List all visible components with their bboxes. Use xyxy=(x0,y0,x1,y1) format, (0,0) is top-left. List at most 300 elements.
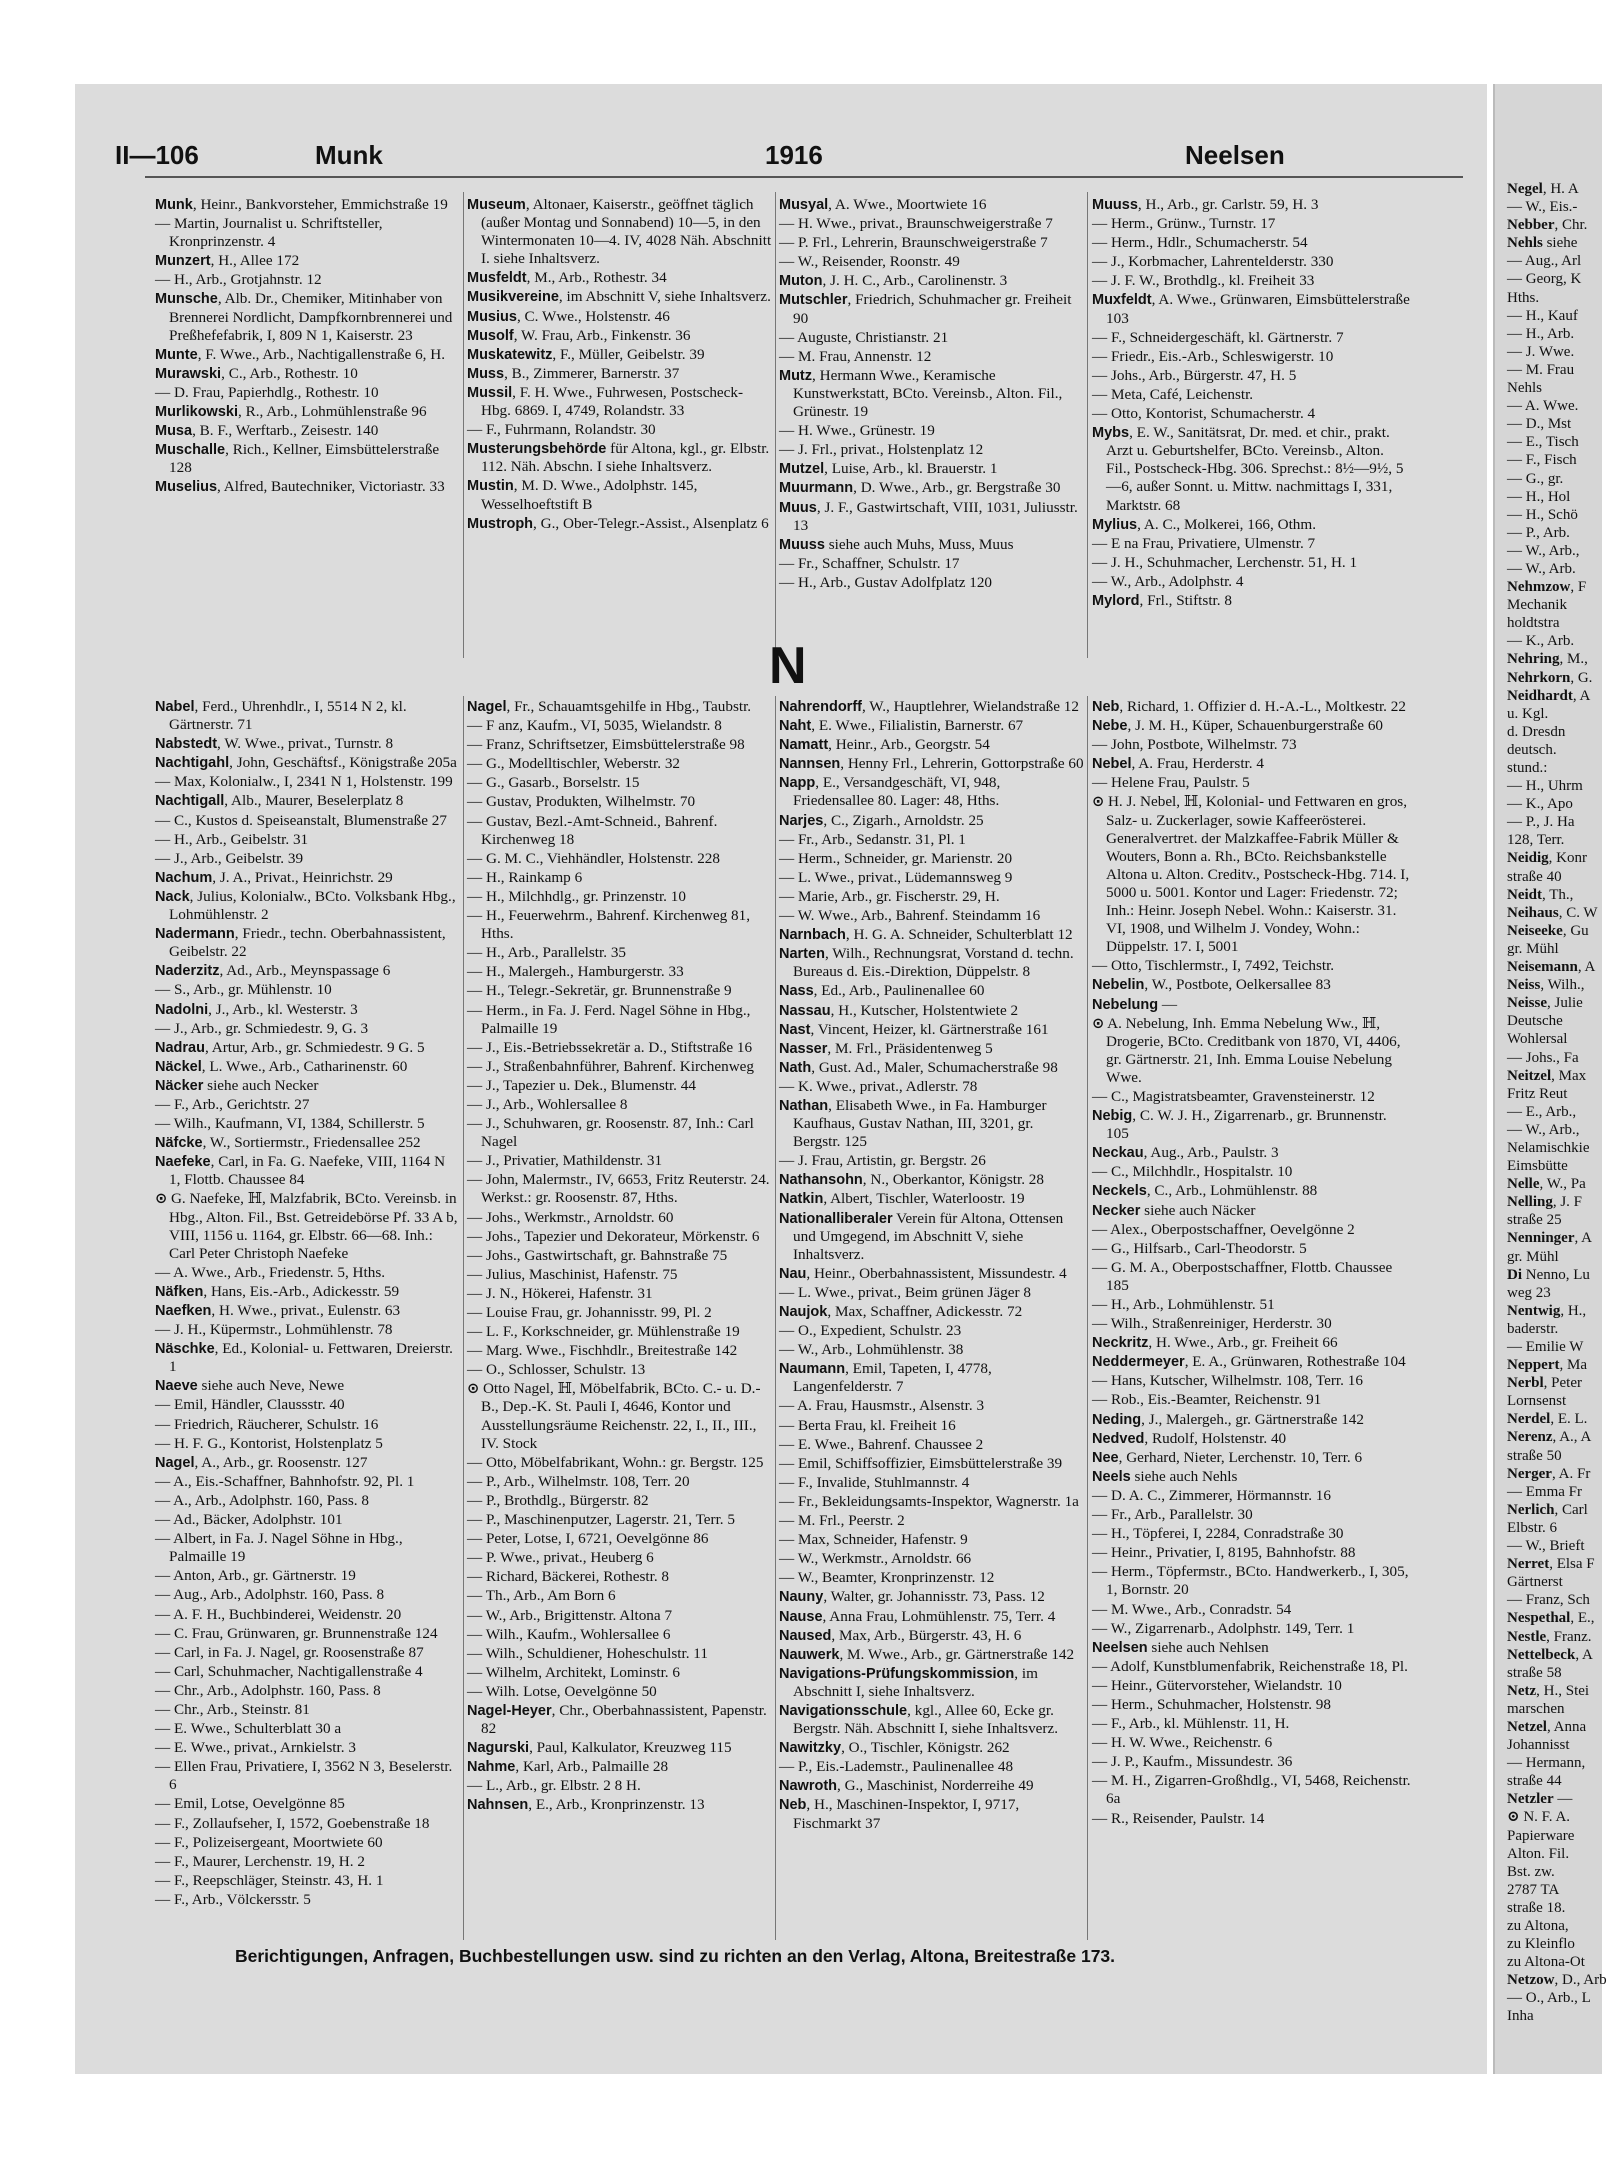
directory-entry: Neisemann, A xyxy=(1507,959,1596,976)
directory-entry: — W., Eis.- xyxy=(1507,199,1578,216)
directory-entry: Mechanik xyxy=(1507,597,1567,614)
directory-entry: Mustin, M. D. Wwe., Adolphstr. 145, Wesselhoeftstift B xyxy=(467,477,698,513)
directory-entry: — C., Kustos d. Speiseanstalt, Blumenstraße 27 xyxy=(155,811,447,829)
directory-entry: Nestle, Franz. xyxy=(1507,1628,1592,1645)
directory-entry: — E. Wwe., Bahrenf. Chaussee 2 xyxy=(779,1435,984,1453)
directory-entry: Musa, B. F., Werftarb., Zeisestr. 140 xyxy=(155,422,379,440)
directory-entry: Nerbl, Peter xyxy=(1507,1375,1582,1392)
directory-entry: straße 18. xyxy=(1507,1899,1566,1916)
directory-entry: Neels siehe auch Nehls xyxy=(1092,1467,1238,1485)
directory-entry: — H., Telegr.-Sekretär, gr. Brunnenstraße 9 xyxy=(467,982,732,1000)
directory-entry: — H. Wwe., privat., Braunschweigerstraße 7 xyxy=(779,215,1053,233)
directory-entry: — Fr., Schaffner, Schulstr. 17 xyxy=(779,554,960,572)
directory-entry: — P., J. Ha xyxy=(1507,814,1575,831)
directory-entry: — Fr., Arb., Parallelstr. 30 xyxy=(1092,1506,1253,1524)
directory-entry: Nast, Vincent, Heizer, kl. Gärtnerstraße 161 xyxy=(779,1020,1049,1038)
directory-entry: Natkin, Albert, Tischler, Waterloostr. 19 xyxy=(779,1190,1025,1208)
directory-entry: Naderzitz, Ad., Arb., Meynspassage 6 xyxy=(155,962,391,980)
directory-entry: 2787 TA xyxy=(1507,1881,1560,1898)
directory-entry: — H., Arb., Geibelstr. 31 xyxy=(155,830,309,848)
directory-entry: — Helene Frau, Paulstr. 5 xyxy=(1092,774,1250,792)
directory-entry: — Franz, Sch xyxy=(1507,1592,1590,1609)
directory-entry: — M. Wwe., Arb., Conradstr. 54 xyxy=(1092,1600,1292,1618)
directory-entry: Di Nenno, Lu xyxy=(1507,1266,1590,1283)
directory-entry: — H., Kauf xyxy=(1507,307,1578,324)
directory-entry: Nagurski, Paul, Kalkulator, Kreuzweg 115 xyxy=(467,1739,732,1757)
directory-entry: Nehls siehe xyxy=(1507,235,1578,252)
directory-entry: holdtstra xyxy=(1507,615,1560,632)
directory-entry: — Heinr., Privatier, I, 8195, Bahnhofstr. 88 xyxy=(1092,1544,1356,1562)
directory-entry: Nerger, A. Fr xyxy=(1507,1465,1591,1482)
directory-entry: — H. F. G., Kontorist, Holstenplatz 5 xyxy=(155,1434,383,1452)
directory-entry: — Carl, Schuhmacher, Nachtigallenstraße 4 xyxy=(155,1662,423,1680)
directory-entry: Nehmzow, F xyxy=(1507,579,1587,596)
directory-entry: Nathansohn, N., Oberkantor, Königstr. 28 xyxy=(779,1171,1044,1189)
directory-entry: — Herm., Töpfermstr., BCto. Handwerkerb., I, 305, 1, Bornstr. 20 xyxy=(1092,1563,1409,1599)
directory-entry: Nerlich, Carl xyxy=(1507,1501,1588,1518)
directory-entry: Naumann, Emil, Tapeten, I, 4778, Langenfelderstr. 7 xyxy=(779,1360,992,1396)
directory-entry: Nebelung — xyxy=(1092,995,1178,1013)
directory-entry: Nathan, Elisabeth Wwe., in Fa. Hamburger Kaufhaus, Gustav Nathan, III, 3201, gr. Bergstr. 125 xyxy=(779,1096,1047,1151)
directory-entry: — J. N., Hökerei, Hafenstr. 31 xyxy=(467,1284,653,1302)
directory-entry: Nettelbeck, A xyxy=(1507,1646,1593,1663)
directory-entry: Nedved, Rudolf, Holstenstr. 40 xyxy=(1092,1429,1287,1447)
directory-entry: — Heinr., Gütervorsteher, Wielandstr. 10 xyxy=(1092,1676,1342,1694)
directory-entry: — K., Apo xyxy=(1507,796,1573,813)
directory-entry: Naefken, H. Wwe., privat., Eulenstr. 63 xyxy=(155,1302,401,1319)
directory-entry: — F., Fisch xyxy=(1507,452,1577,469)
directory-entry: — Otto, Kontorist, Schumacherstr. 4 xyxy=(1092,405,1316,423)
directory-entry: — D. A. C., Zimmerer, Hörmannstr. 16 xyxy=(1092,1486,1331,1504)
directory-entry: ⊙ N. F. A. xyxy=(1507,1809,1571,1826)
directory-entry: Nespethal, E., xyxy=(1507,1610,1595,1627)
directory-entry: Nationalliberaler Verein für Altona, Ottensen und Umgegend, im Abschnitt V, siehe Inhaltsverz. xyxy=(779,1209,1064,1263)
directory-entry: — F., Zollaufseher, I, 1572, Goebenstraße 18 xyxy=(155,1814,430,1832)
directory-entry: weg 23 xyxy=(1507,1284,1551,1301)
directory-entry: Negel, H. A xyxy=(1507,181,1579,197)
directory-entry: — Louise Frau, gr. Johannisstr. 99, Pl. 2 xyxy=(467,1304,712,1321)
directory-entry: — P., Eis.-Lademstr., Paulinenallee 48 xyxy=(779,1758,1014,1776)
directory-entry: — F., Fuhrmann, Rolandstr. 30 xyxy=(467,421,656,439)
directory-entry: — C. Frau, Grünwaren, gr. Brunnenstraße 124 xyxy=(155,1624,438,1642)
directory-entry: Nagel-Heyer, Chr., Oberbahnassistent, Papenstr. 82 xyxy=(467,1701,767,1738)
directory-entry: — H., Schö xyxy=(1507,506,1578,523)
directory-entry: Muus, J. F., Gastwirtschaft, VIII, 1031, Juliusstr. 13 xyxy=(779,498,1078,534)
column-top-3 xyxy=(779,196,1084,656)
directory-entry: Näckel, L. Wwe., Arb., Catharinenstr. 60 xyxy=(155,1057,408,1075)
page-reference: II—106 xyxy=(115,140,199,170)
directory-entry: — Gustav, Bezl.-Amt-Schneid., Bahrenf. Kirchenweg 18 xyxy=(467,812,718,848)
column-bottom-3 xyxy=(779,698,1084,1936)
directory-entry: Nelle, W., Pa xyxy=(1507,1176,1586,1193)
directory-entry: — Wilh., Straßenreiniger, Herderstr. 30 xyxy=(1092,1315,1332,1333)
directory-entry: — S., Arb., gr. Mühlenstr. 10 xyxy=(155,981,332,999)
directory-entry: — E., Arb., xyxy=(1507,1103,1577,1120)
directory-entry: — G. M. C., Viehhändler, Holstenstr. 228 xyxy=(467,849,720,867)
directory-entry: — Auguste, Christianstr. 21 xyxy=(779,328,949,346)
directory-entry: — H. W. Wwe., Reichenstr. 6 xyxy=(1092,1734,1273,1752)
directory-entry: Nau, Heinr., Oberbahnassistent, Missundestr. 4 xyxy=(779,1264,1067,1282)
directory-entry: — Adolf, Kunstblumenfabrik, Reichenstraße 18, Pl. xyxy=(1092,1657,1408,1675)
directory-entry: — G. M. A., Oberpostschaffner, Flottb. Chaussee 185 xyxy=(1092,1258,1393,1294)
directory-entry: — Wilhelm, Architekt, Lominstr. 6 xyxy=(467,1663,680,1681)
directory-entry: Narjes, C., Zigarh., Arnoldstr. 25 xyxy=(779,811,984,829)
directory-entry: Narnbach, H. G. A. Schneider, Schulterblatt 12 xyxy=(779,926,1073,944)
directory-entry: — F., Invalide, Stuhlmannstr. 4 xyxy=(779,1473,970,1491)
directory-entry: Musterungsbehörde für Altona, kgl., gr. Elbstr. 112. Näh. Abschn. I siehe Inhaltsverz. xyxy=(467,440,770,476)
directory-entry: Mustroph, G., Ober-Telegr.-Assist., Alsenplatz 6 xyxy=(467,514,769,532)
directory-entry: Mutz, Hermann Wwe., Keramische Kunstwerkstatt, BCto. Vereinsb., Alton. Fil., Grünestr. 19 xyxy=(779,366,1063,421)
directory-entry: Nath, Gust. Ad., Maler, Schumacherstraße 98 xyxy=(779,1058,1058,1076)
directory-entry: Nabstedt, W. Wwe., privat., Turnstr. 8 xyxy=(155,735,394,753)
directory-entry: — P. Frl., Lehrerin, Braunschweigerstraße 7 xyxy=(779,234,1048,252)
directory-entry: Museum, Altonaer, Kaiserstr., geöffnet täglich (außer Montag und Sonnabend) 10—5, in den Wintermonaten 10—4. IV, 4028 Näh. Abschnitt I. siehe Inhaltsverz. xyxy=(467,196,772,268)
directory-entry: Nause, Anna Frau, Lohmühlenstr. 75, Terr. 4 xyxy=(779,1607,1056,1625)
directory-entry: — E. Wwe., Schulterblatt 30 a xyxy=(155,1720,342,1738)
directory-entry: Nehring, M., xyxy=(1507,651,1588,668)
directory-entry: Neihaus, C. W xyxy=(1507,904,1598,921)
directory-entry: Nerdel, E. L. xyxy=(1507,1411,1588,1428)
directory-entry: Nass, Ed., Arb., Paulinenallee 60 xyxy=(779,982,985,1000)
directory-entry: Mybs, E. W., Sanitätsrat, Dr. med. et chir., prakt. Arzt u. Geburtshelfer, BCto. Vereinsb., Alton. Fil., Postscheck-Hbg. 306. Sprechst.: 8½—9½, 5—6, außer Sonnt. u. Mittw. nachmittags I, 331, Marktstr. 68 xyxy=(1092,424,1404,514)
directory-entry: Nachum, J. A., Privat., Heinrichstr. 29 xyxy=(155,868,393,886)
directory-entry: — A., Arb., Adolphstr. 160, Pass. 8 xyxy=(155,1491,369,1509)
directory-entry: d. Dresdn xyxy=(1507,723,1566,740)
directory-entry: Nassau, H., Kutscher, Holstentwiete 2 xyxy=(779,1001,1019,1019)
directory-entry: — D. Frau, Papierhdlg., Rothestr. 10 xyxy=(155,383,379,401)
directory-entry: Necker siehe auch Näcker xyxy=(1092,1201,1256,1219)
directory-entry: — Meta, Café, Leichenstr. xyxy=(1092,385,1254,403)
page-footer: Berichtigungen, Anfragen, Buchbestellungen usw. sind zu richten an den Verlag, Altona, Breitestraße 173. xyxy=(235,1946,1116,1966)
directory-entry: — H., Rainkamp 6 xyxy=(467,868,583,886)
directory-entry: — C., Magistratsbeamter, Gravensteinerstr. 12 xyxy=(1092,1087,1375,1105)
directory-entry: Mussil, F. H. Wwe., Fuhrwesen, Postscheck-Hbg. 6869. I, 4749, Rolandstr. 33 xyxy=(467,383,744,420)
directory-entry: — H., Hol xyxy=(1507,488,1571,505)
directory-entry: Munzert, H., Allee 172 xyxy=(155,252,300,270)
directory-entry: Muton, J. H. C., Arb., Carolinenstr. 3 xyxy=(779,272,1008,290)
directory-entry: Papierware xyxy=(1507,1827,1575,1844)
directory-entry: Nebe, J. M. H., Küper, Schauenburgerstraße 60 xyxy=(1092,717,1384,735)
directory-entry: — P., Arb., Wilhelmstr. 108, Terr. 20 xyxy=(467,1472,690,1490)
column-top-1 xyxy=(155,196,460,656)
directory-entry: — M. Frau xyxy=(1507,361,1575,378)
directory-entry: — E., Tisch xyxy=(1507,434,1579,451)
column-top-2 xyxy=(467,196,772,656)
directory-entry: — Anton, Arb., gr. Gärtnerstr. 19 xyxy=(155,1567,356,1585)
directory-entry: — Wilh., Schuldiener, Hoheschulstr. 11 xyxy=(467,1644,708,1662)
section-letter: N xyxy=(769,637,807,695)
directory-entry: Muselius, Alfred, Bautechniker, Victoriastr. 33 xyxy=(155,478,445,496)
directory-entry: Neidt, Th., xyxy=(1507,886,1574,903)
directory-entry: — Emilie W xyxy=(1507,1339,1584,1355)
directory-entry: gr. Mühl xyxy=(1507,940,1559,957)
directory-entry: Nelamischkie xyxy=(1507,1139,1590,1156)
directory-entry: Nebber, Chr. xyxy=(1507,217,1588,234)
header-right-name: Neelsen xyxy=(1185,140,1285,170)
directory-entry: Nehls xyxy=(1507,380,1542,397)
directory-entry: — F., Reepschläger, Steinstr. 43, H. 1 xyxy=(155,1871,384,1889)
directory-entry: — Fr., Bekleidungsamts-Inspektor, Wagnerstr. 1a xyxy=(779,1492,1079,1510)
directory-entry: — Rob., Eis.-Beamter, Reichenstr. 91 xyxy=(1092,1391,1322,1409)
directory-entry: Nasser, M. Frl., Präsidentenweg 5 xyxy=(779,1039,993,1057)
directory-entry: Nehrkorn, G. xyxy=(1507,669,1593,686)
directory-entry: Nebelin, W., Postbote, Oelkersallee 83 xyxy=(1092,976,1331,994)
directory-entry: — E na Frau, Privatiere, Ulmenstr. 7 xyxy=(1092,534,1316,552)
directory-entry: Nagel, A., Arb., gr. Roosenstr. 127 xyxy=(155,1453,368,1471)
directory-entry: Muurmann, D. Wwe., Arb., gr. Bergstraße 30 xyxy=(779,479,1061,497)
directory-entry: Neckau, Aug., Arb., Paulstr. 3 xyxy=(1092,1144,1279,1162)
directory-entry: Mutzel, Luise, Arb., kl. Brauerstr. 1 xyxy=(779,460,998,478)
directory-entry: Eimsbütte xyxy=(1507,1158,1568,1175)
directory-entry: — Max, Schneider, Hafenstr. 9 xyxy=(779,1531,968,1549)
directory-entry: — Fr., Arb., Sedanstr. 31, Pl. 1 xyxy=(779,830,966,848)
directory-entry: — Albert, in Fa. J. Nagel Söhne in Hbg., Palmaille 19 xyxy=(155,1530,403,1566)
directory-entry: — Chr., Arb., Steinstr. 81 xyxy=(155,1700,310,1718)
directory-entry: — Alex., Oberpostschaffner, Oevelgönne 2 xyxy=(1092,1220,1355,1238)
directory-entry: Näfcke, W., Sortiermstr., Friedensallee 252 xyxy=(155,1134,421,1152)
column-divider xyxy=(463,192,464,658)
directory-entry: Navigationsschule, kgl., Allee 60, Ecke gr. Bergstr. Näh. Abschnitt I, siehe Inhaltsverz. xyxy=(779,1701,1059,1738)
directory-entry: — M. Frau, Annenstr. 12 xyxy=(779,347,932,365)
directory-entry: — G., Modelltischler, Weberstr. 32 xyxy=(467,755,681,773)
directory-entry: — G., Hilfsarb., Carl-Theodorstr. 5 xyxy=(1092,1239,1307,1257)
directory-entry: — A., Eis.-Schaffner, Bahnhofstr. 92, Pl. 1 xyxy=(155,1472,415,1490)
directory-entry: — W., Beamter, Kronprinzenstr. 12 xyxy=(779,1569,995,1587)
directory-entry: — Friedr., Eis.-Arb., Schleswigerstr. 10 xyxy=(1092,347,1334,365)
directory-entry: Neiss, Wilh., xyxy=(1507,977,1585,994)
directory-entry: — W., Arb., Brigittenstr. Altona 7 xyxy=(467,1606,673,1624)
column-bottom-4 xyxy=(1092,698,1412,1936)
directory-entry: — Peter, Lotse, I, 6721, Oevelgönne 86 xyxy=(467,1530,709,1548)
directory-entry: — G., Gasarb., Borselstr. 15 xyxy=(467,774,640,792)
directory-entry: Muuss, H., Arb., gr. Carlstr. 59, H. 3 xyxy=(1092,196,1319,213)
directory-entry: straße 58 xyxy=(1507,1664,1562,1681)
directory-entry: Netzel, Anna xyxy=(1507,1718,1587,1735)
directory-entry: Muuss siehe auch Muhs, Muss, Muus xyxy=(779,535,1014,553)
directory-entry: stund.: xyxy=(1507,760,1548,776)
directory-entry: — Emil, Schiffsoffizier, Eimsbüttelerstraße 39 xyxy=(779,1454,1063,1472)
directory-entry: — J. H., Schuhmacher, Lerchenstr. 51, H. 1 xyxy=(1092,553,1358,571)
directory-entry: — Berta Frau, kl. Freiheit 16 xyxy=(779,1416,956,1434)
directory-entry: Netzow, D., Arb xyxy=(1507,1972,1607,1989)
directory-entry: Nebig, C. W. J. H., Zigarrenarb., gr. Brunnenstr. 105 xyxy=(1092,1107,1387,1143)
directory-entry: — H., Malergeh., Hamburgerstr. 33 xyxy=(467,963,684,981)
directory-entry: — Max, Kolonialw., I, 2341 N 1, Holstenstr. 199 xyxy=(155,773,453,791)
directory-entry: — Hans, Kutscher, Wilhelmstr. 108, Terr. 16 xyxy=(1092,1372,1363,1390)
page-header xyxy=(75,140,1487,180)
directory-entry: Neckels, C., Arb., Lohmühlenstr. 88 xyxy=(1092,1182,1318,1200)
directory-entry: — Johs., Arb., Bürgerstr. 47, H. 5 xyxy=(1092,366,1297,384)
directory-entry: Nauny, Walter, gr. Johannisstr. 73, Pass. 12 xyxy=(779,1588,1045,1606)
column-divider xyxy=(1087,192,1088,658)
directory-entry: Inha xyxy=(1507,2008,1534,2025)
directory-entry: Näfken, Hans, Eis.-Arb., Adickesstr. 59 xyxy=(155,1282,400,1300)
directory-entry: — O., Arb., L xyxy=(1507,1990,1591,2007)
directory-entry: ⊙ G. Naefeke, ℍ, Malzfabrik, BCto. Vereinsb. in Hbg., Alton. Fil., Bst. Getreidebörse Pf. 33 A b, VIII, 1156 u. 1164, gr. Elbstr. 66—68. Inh.: Carl Peter Christoph Naefeke xyxy=(155,1190,458,1262)
directory-entry: Muschalle, Rich., Kellner, Eimsbüttelerstraße 128 xyxy=(155,441,440,477)
directory-entry: — F anz, Kaufm., VI, 5035, Wielandstr. 8 xyxy=(467,717,722,735)
directory-entry: — H., Milchhdlg., gr. Prinzenstr. 10 xyxy=(467,887,686,905)
directory-entry: Nachtigall, Alb., Maurer, Beselerplatz 8 xyxy=(155,792,404,810)
directory-entry: — J., Arb., Geibelstr. 39 xyxy=(155,849,304,867)
directory-entry: Nadrau, Artur, Arb., gr. Schmiedestr. 9 G. 5 xyxy=(155,1038,425,1056)
directory-entry: — W., Zigarrenarb., Adolphstr. 149, Terr. 1 xyxy=(1092,1619,1355,1637)
directory-entry: — Chr., Arb., Adolphstr. 160, Pass. 8 xyxy=(155,1681,381,1699)
column-top-4 xyxy=(1092,196,1412,656)
directory-entry: — Otto, Tischlermstr., I, 7492, Teichstr. xyxy=(1092,957,1335,975)
directory-entry: Neidig, Konr xyxy=(1507,850,1587,867)
column-divider xyxy=(775,192,776,658)
directory-entry: Munte, F. Wwe., Arb., Nachtigallenstraße 6, H. xyxy=(155,345,446,363)
directory-entry: Musius, C. Wwe., Holstenstr. 46 xyxy=(467,307,670,325)
directory-entry: Nebel, A. Frau, Herderstr. 4 xyxy=(1092,755,1264,773)
directory-entry: Murlikowski, R., Arb., Lohmühlenstraße 96 xyxy=(155,403,427,421)
directory-entry: Nerenz, A., A xyxy=(1507,1429,1592,1446)
directory-entry: Neisse, Julie xyxy=(1507,995,1583,1012)
directory-entry: — D., Mst xyxy=(1507,416,1572,433)
directory-entry: Munsche, Alb. Dr., Chemiker, Mitinhaber von Brennerei Nordlicht, Dampfkornbrennerei und Preßhefefabrik, I, 809 N 1, Kaiserstr. 23 xyxy=(155,290,453,344)
directory-entry: — Ad., Bäcker, Adolphstr. 101 xyxy=(155,1511,343,1529)
directory-entry: straße 44 xyxy=(1507,1773,1562,1790)
directory-entry: Neidhardt, A xyxy=(1507,687,1591,704)
directory-entry: — H., Töpferei, I, 2284, Conradstraße 30 xyxy=(1092,1525,1344,1543)
directory-entry: Namatt, Heinr., Arb., Georgstr. 54 xyxy=(779,736,990,754)
directory-entry: Nahme, Karl, Arb., Palmaille 28 xyxy=(467,1758,669,1776)
directory-entry: — Carl, in Fa. J. Nagel, gr. Roosenstraße 87 xyxy=(155,1643,424,1661)
directory-entry: — K., Arb. xyxy=(1507,633,1575,650)
header-left-name: Munk xyxy=(315,140,383,170)
book-page xyxy=(75,84,1487,2074)
column-bottom-1 xyxy=(155,698,460,1936)
directory-entry: — Th., Arb., Am Born 6 xyxy=(467,1587,616,1605)
directory-entry: — A. Frau, Hausmstr., Alsenstr. 3 xyxy=(779,1397,985,1415)
directory-entry: Nachtigahl, John, Geschäftsf., Königstraße 205a xyxy=(155,754,457,772)
directory-entry: — P., Maschinenputzer, Lagerstr. 21, Terr. 5 xyxy=(467,1511,735,1529)
directory-entry: — J., Privatier, Mathildenstr. 31 xyxy=(467,1152,663,1170)
directory-entry: Netz, H., Stei xyxy=(1507,1682,1590,1699)
directory-entry: Murawski, C., Arb., Rothestr. 10 xyxy=(155,364,358,382)
directory-entry: Nannsen, Henny Frl., Lehrerin, Gottorpstraße 60 xyxy=(779,755,1084,773)
directory-entry: marschen xyxy=(1507,1700,1565,1717)
directory-entry: — L. Wwe., privat., Lüdemannsweg 9 xyxy=(779,868,1013,886)
directory-entry: — Gustav, Produkten, Wilhelmstr. 70 xyxy=(467,793,696,811)
directory-entry: — W., Arb., Lohmühlenstr. 38 xyxy=(779,1341,964,1359)
directory-entry: — Emil, Lotse, Oevelgönne 85 xyxy=(155,1795,345,1813)
directory-entry: — H., Arb., Lohmühlenstr. 51 xyxy=(1092,1296,1275,1313)
directory-entry: Mylius, A. C., Molkerei, 166, Othm. xyxy=(1092,515,1316,533)
directory-entry: — L. F., Korkschneider, gr. Mühlenstraße 19 xyxy=(467,1323,740,1341)
directory-entry: Fritz Reut xyxy=(1507,1085,1568,1102)
directory-entry: Netzler — xyxy=(1507,1791,1573,1808)
directory-entry: — H., Arb., Gustav Adolfplatz 120 xyxy=(779,573,993,591)
directory-entry: — H., Feuerwehrm., Bahrenf. Kirchenweg 81, Hths. xyxy=(467,907,750,943)
directory-entry: — Johs., Werkmstr., Arnoldstr. 60 xyxy=(467,1208,674,1226)
directory-entry: Näcker siehe auch Necker xyxy=(155,1076,319,1094)
directory-entry: — Marie, Arb., gr. Fischerstr. 29, H. xyxy=(779,887,1000,905)
directory-entry: — P., Arb. xyxy=(1507,524,1570,541)
directory-entry: — Georg, K xyxy=(1507,271,1582,288)
directory-entry: Musfeldt, M., Arb., Rothestr. 34 xyxy=(467,269,667,287)
directory-entry: — Emma Fr xyxy=(1507,1483,1582,1500)
directory-entry: Neckritz, H. Wwe., Arb., gr. Freiheit 66 xyxy=(1092,1334,1338,1352)
directory-entry: Muskatewitz, F., Müller, Geibelstr. 39 xyxy=(467,345,705,363)
directory-entry: — F., Schneidergeschäft, kl. Gärtnerstr. 7 xyxy=(1092,328,1344,346)
column-divider xyxy=(775,696,776,1940)
directory-entry: — O., Expedient, Schulstr. 23 xyxy=(779,1322,962,1340)
directory-entry: — Otto, Möbelfabrikant, Wohn.: gr. Bergstr. 125 xyxy=(467,1453,764,1471)
directory-entry: ⊙ Otto Nagel, ℍ, Möbelfabrik, BCto. C.- u. D.-B., Dep.-K. St. Pauli I, 4646, Kontor und Ausstellungsräume Reichenstr. 22, I., II., III., IV. Stock xyxy=(467,1380,761,1452)
directory-entry: Wohlersal xyxy=(1507,1031,1568,1048)
directory-entry: — Johs., Fa xyxy=(1507,1049,1579,1066)
directory-entry: — H. Wwe., Grünestr. 19 xyxy=(779,422,935,440)
directory-entry: — F., Maurer, Lerchenstr. 19, H. 2 xyxy=(155,1852,365,1870)
directory-entry: — Herm., Hdlr., Schumacherstr. 54 xyxy=(1092,234,1308,252)
directory-entry: Gärtnerst xyxy=(1507,1574,1563,1591)
directory-entry: — Emil, Händler, Claussstr. 40 xyxy=(155,1396,345,1414)
directory-entry: Nahnsen, E., Arb., Kronprinzenstr. 13 xyxy=(467,1796,705,1814)
directory-entry: straße 50 xyxy=(1507,1447,1562,1464)
directory-entry: — R., Reisender, Paulstr. 14 xyxy=(1092,1809,1265,1827)
header-year: 1916 xyxy=(765,140,823,170)
directory-entry: zu Altona, xyxy=(1507,1918,1569,1934)
directory-entry: Musyal, A. Wwe., Moortwiete 16 xyxy=(779,196,987,213)
directory-entry: — W., Arb., xyxy=(1507,1121,1580,1138)
directory-entry: — J. Frl., privat., Holstenplatz 12 xyxy=(779,441,984,459)
directory-entry: Nee, Gerhard, Nieter, Lerchenstr. 10, Terr. 6 xyxy=(1092,1448,1363,1466)
directory-entry: — F., Arb., Völckersstr. 5 xyxy=(155,1890,311,1908)
column-bottom-2 xyxy=(467,698,772,1936)
adjacent-page xyxy=(1493,84,1607,2074)
directory-entry: u. Kgl. xyxy=(1507,705,1549,722)
directory-entry: Nabel, Ferd., Uhrenhdlr., I, 5514 N 2, kl. Gärtnerstr. 71 xyxy=(155,698,407,734)
directory-entry: Nawitzky, O., Tischler, Königstr. 262 xyxy=(779,1739,1010,1757)
directory-entry: Nenninger, A xyxy=(1507,1230,1593,1247)
directory-entry: Nentwig, H., xyxy=(1507,1302,1587,1319)
directory-entry: straße 25 xyxy=(1507,1212,1562,1229)
directory-entry: — H., Arb. xyxy=(1507,325,1575,342)
directory-entry: — A. Wwe. xyxy=(1507,398,1579,415)
directory-entry: — Herm., in Fa. J. Ferd. Nagel Söhne in Hbg., Palmaille 19 xyxy=(467,1001,751,1037)
directory-entry: 128, Terr. xyxy=(1507,832,1565,849)
directory-entry: Neitzel, Max xyxy=(1507,1067,1587,1084)
directory-entry: baderstr. xyxy=(1507,1320,1559,1337)
directory-entry: Muss, B., Zimmerer, Barnerstr. 37 xyxy=(467,364,680,382)
directory-entry: — Wilh., Kaufmann, VI, 1384, Schillerstr. 5 xyxy=(155,1115,425,1133)
directory-entry: Mylord, Frl., Stiftstr. 8 xyxy=(1092,591,1232,609)
directory-entry: — J., Arb., Wohlersallee 8 xyxy=(467,1095,628,1113)
directory-entry: Naujok, Max, Schaffner, Adickesstr. 72 xyxy=(779,1303,1023,1320)
directory-entry: — L. Wwe., privat., Beim grünen Jäger 8 xyxy=(779,1283,1031,1301)
directory-entry: — J. H., Küpermstr., Lohmühlenstr. 78 xyxy=(155,1321,393,1339)
directory-entry: — Richard, Bäckerei, Rothestr. 8 xyxy=(467,1568,670,1586)
directory-entry: Alton. Fil. xyxy=(1507,1845,1570,1862)
directory-entry: Nahrendorff, W., Hauptlehrer, Wielandstraße 12 xyxy=(779,698,1079,715)
directory-entry: — J. Frau, Artistin, gr. Bergstr. 26 xyxy=(779,1152,986,1170)
directory-entry: — Herm., Schneider, gr. Marienstr. 20 xyxy=(779,849,1013,867)
directory-entry: Muxfeldt, A. Wwe., Grünwaren, Eimsbüttelerstraße 103 xyxy=(1092,291,1410,327)
directory-entry: — Johs., Gastwirtschaft, gr. Bahnstraße 75 xyxy=(467,1246,728,1264)
directory-entry: — A. Wwe., Arb., Friedenstr. 5, Hths. xyxy=(155,1263,386,1281)
directory-entry: Musikvereine, im Abschnitt V, siehe Inhaltsverz. xyxy=(467,288,771,306)
directory-entry: — H., Arb., Parallelstr. 35 xyxy=(467,944,627,962)
directory-entry: — W., Arb. xyxy=(1507,560,1576,577)
directory-entry: Johannisst xyxy=(1507,1737,1570,1754)
directory-entry: — J., Tapezier u. Dek., Blumenstr. 44 xyxy=(467,1076,696,1094)
directory-entry: Elbstr. 6 xyxy=(1507,1519,1558,1536)
directory-entry: Nerret, Elsa F xyxy=(1507,1556,1595,1573)
directory-entry: Neb, Richard, 1. Offizier d. H.-A.-L., Moltkestr. 22 xyxy=(1092,698,1406,715)
directory-entry: — G., gr. xyxy=(1507,470,1564,487)
